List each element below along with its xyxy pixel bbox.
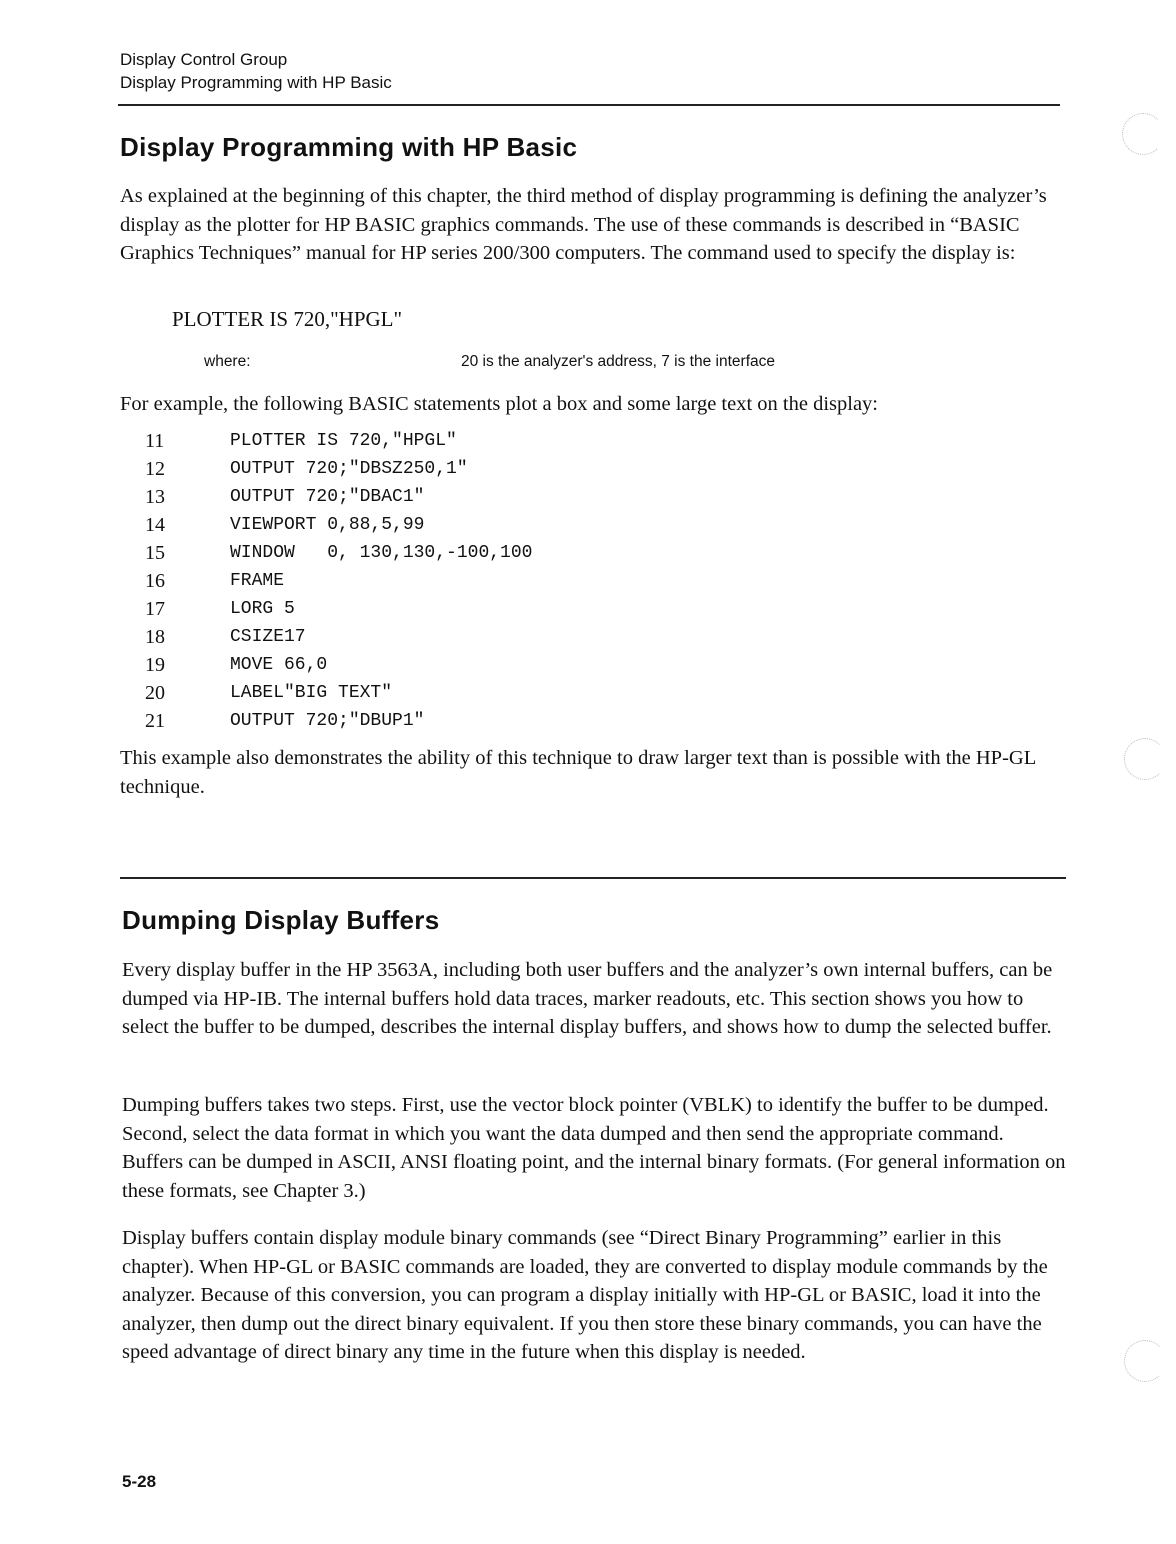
line-number: 20 (145, 682, 165, 704)
code-line (145, 567, 532, 595)
code-line (145, 623, 532, 651)
section-title-dumping-buffers: Dumping Display Buffers (122, 905, 440, 935)
where-label: where: (204, 353, 251, 370)
code-line (145, 539, 532, 567)
code-line (145, 651, 532, 679)
code-line (145, 427, 532, 455)
line-number: 21 (145, 710, 165, 732)
statement: OUTPUT 720;"DBUP1" (230, 711, 425, 731)
statement: OUTPUT 720;"DBSZ250,1" (230, 459, 468, 479)
statement: OUTPUT 720;"DBAC1" (230, 487, 425, 507)
statement: LABEL"BIG TEXT" (230, 683, 393, 703)
punch-hole-mark (1124, 1340, 1166, 1382)
page-number: 5-28 (122, 1472, 157, 1491)
code-line (145, 679, 532, 707)
line-number: 18 (145, 626, 165, 648)
line-number: 13 (145, 486, 165, 508)
line-number: 14 (145, 514, 165, 536)
section-title-hp-basic: Display Programming with HP Basic (120, 132, 578, 162)
dumping-paragraph-2: Dumping buffers takes two steps. First, use the vector block pointer (VBLK) to identify the buffer to be dumped. Second, select the data format in which you want the data dumped and then send the appropriate command. Buffers can be dumped in ASCII, ANSI floating point, and the internal binary formats. (For general information on these formats, see Chapter 3.) (122, 1094, 1066, 1202)
punch-hole-mark (1122, 113, 1164, 155)
punch-hole-mark (1124, 738, 1166, 780)
statement: MOVE 66,0 (230, 655, 328, 675)
code-line (145, 455, 532, 483)
line-number: 16 (145, 570, 165, 592)
example-intro: For example, the following BASIC statements plot a box and some large text on the display: (120, 393, 878, 415)
code-listing (145, 427, 532, 735)
section-divider-rule (120, 877, 1066, 879)
conclusion-paragraph: This example also demonstrates the ability of this technique to draw larger text than is possible with the HP-GL technique. (120, 747, 1036, 798)
line-number: 15 (145, 542, 165, 564)
line-number: 19 (145, 654, 165, 676)
where-description: 20 is the analyzer's address, 7 is the interface (461, 353, 775, 370)
line-number: 17 (145, 598, 165, 620)
statement: LORG 5 (230, 599, 295, 619)
running-head-chapter: Display Control Group (120, 50, 288, 69)
code-line (145, 511, 532, 539)
code-line (145, 707, 532, 735)
line-number: 12 (145, 458, 165, 480)
line-number: 11 (145, 430, 165, 452)
dumping-paragraph-3: Display buffers contain display module binary commands (see “Direct Binary Programming” earlier in this chapter). When HP-GL or BASIC commands are loaded, they are converted to display module commands by the analyzer. Because of this conversion, you can program a display initially with HP-GL or BASIC, load it into the analyzer, then dump out the direct binary equivalent. If you then store these binary commands, you can have the speed advantage of direct binary any time in the future when this display is needed. (122, 1227, 1048, 1363)
statement: PLOTTER IS 720,"HPGL" (230, 431, 457, 451)
running-head (120, 48, 392, 94)
statement: VIEWPORT 0,88,5,99 (230, 515, 425, 535)
code-line (145, 483, 532, 511)
running-head-section: Display Programming with HP Basic (120, 73, 392, 92)
statement: WINDOW 0, 130,130,-100,100 (230, 543, 533, 563)
plotter-command: PLOTTER IS 720,"HPGL" (172, 307, 403, 331)
code-line (145, 595, 532, 623)
dumping-paragraph-1: Every display buffer in the HP 3563A, including both user buffers and the analyzer’s own internal buffers, can be dumped via HP-IB. The internal buffers hold data traces, marker readouts, etc. This section shows you how to select the buffer to be dumped, describes the internal display buffers, and shows how to dump the selected buffer. (122, 959, 1053, 1038)
intro-paragraph: As explained at the beginning of this chapter, the third method of display programming is defining the analyzer’s display as the plotter for HP BASIC graphics commands. The use of these commands is described in “BASIC Graphics Techniques” manual for HP series 200/300 computers. The command used to specify the display is: (120, 185, 1047, 264)
header-rule (118, 104, 1060, 106)
statement: FRAME (230, 571, 285, 591)
statement: CSIZE17 (230, 627, 306, 647)
